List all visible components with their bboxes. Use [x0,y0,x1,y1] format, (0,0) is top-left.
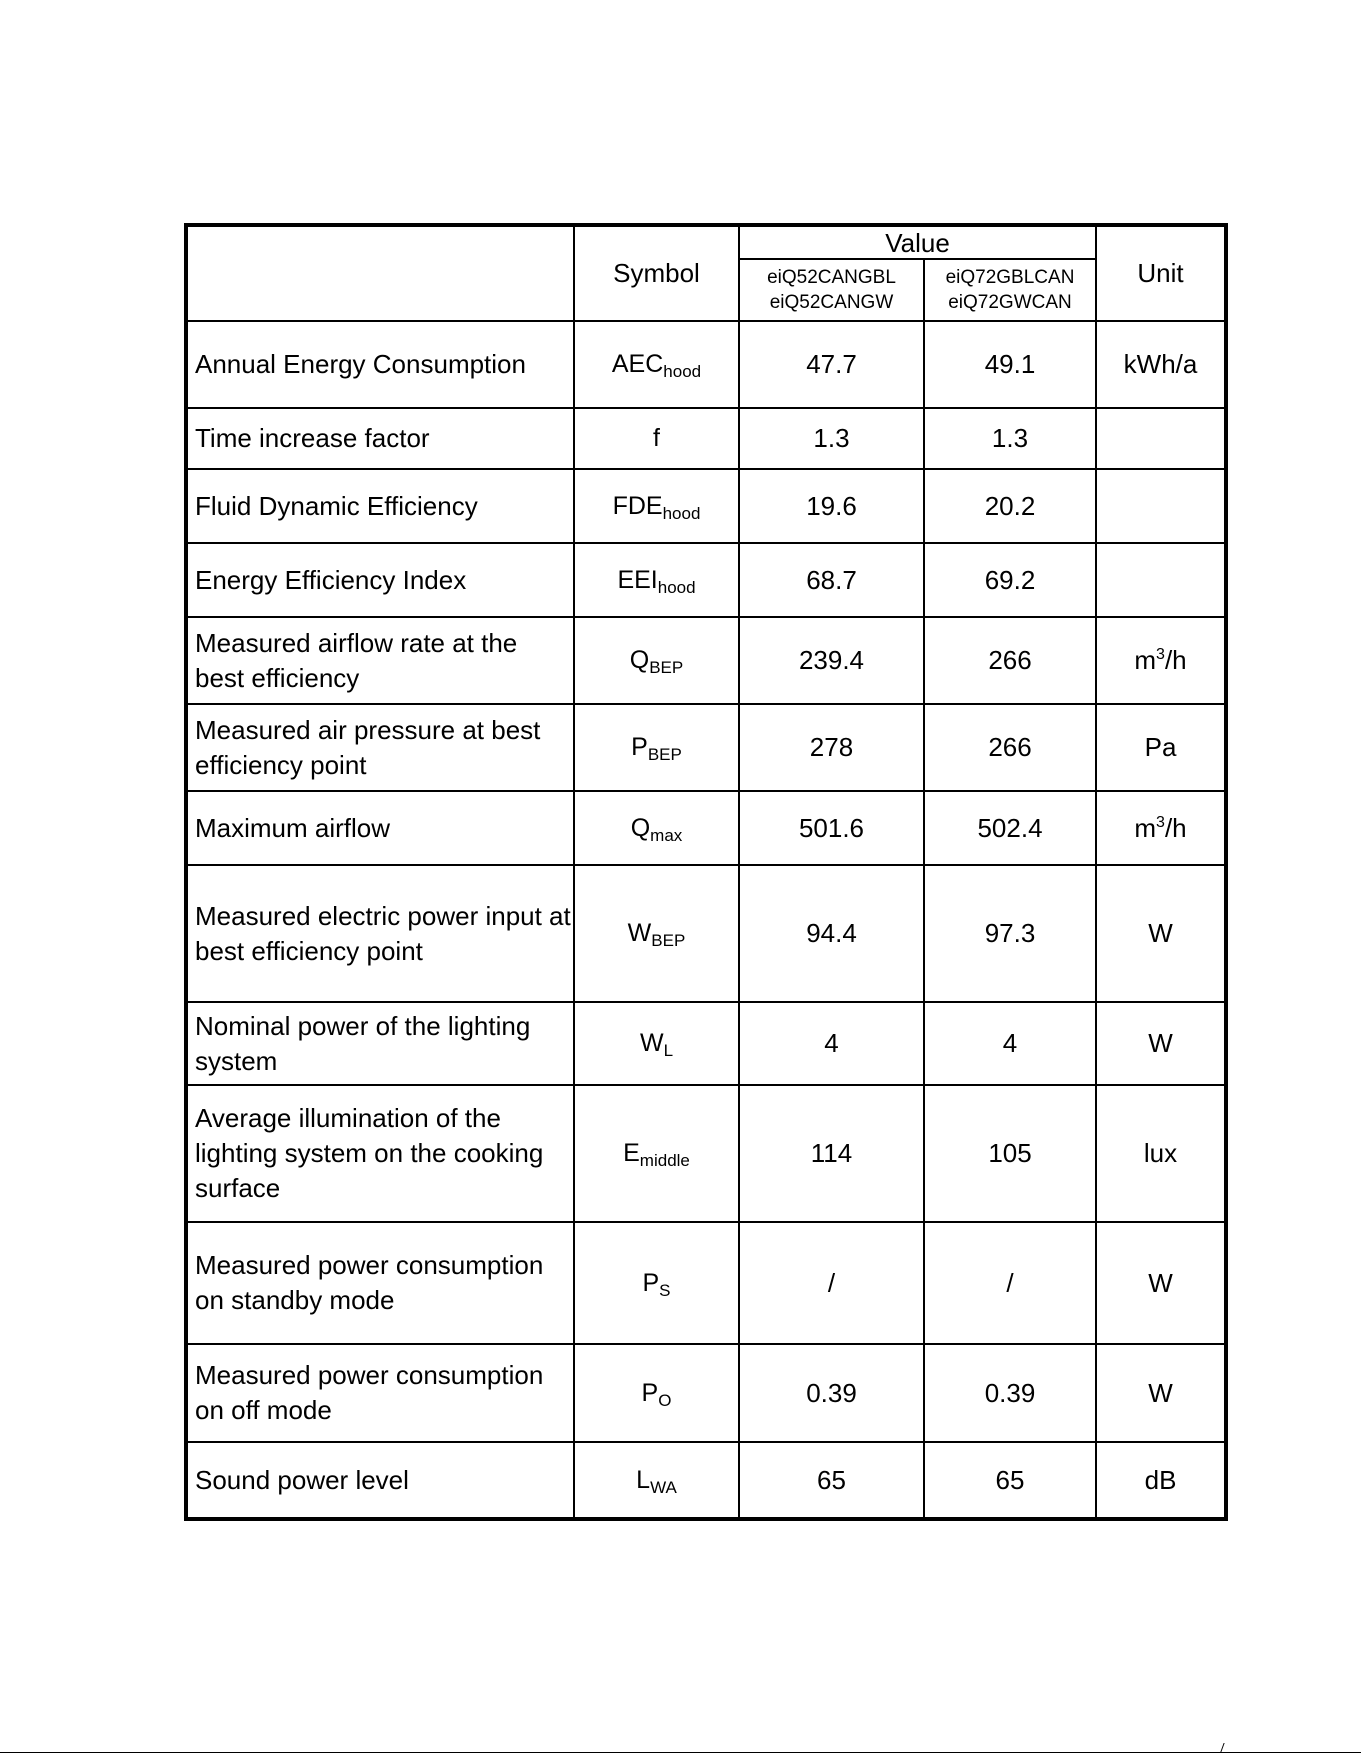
unit-superscript: 3 [1156,646,1165,663]
unit-main: Pa [1144,732,1177,762]
symbol-cell [574,865,739,1002]
parameter-cell: Measured air pressure at best efficiency point [186,704,574,791]
parameter-cell: Measured electric power input at best efficiency point [186,865,574,1002]
symbol-cell [574,543,739,617]
model-b-name-2: eiQ72GWCAN [948,292,1072,313]
table-row [186,1344,1226,1442]
parameter-cell: Measured power consumption on standby mode [186,1222,574,1344]
corner-tick-mark [1220,1743,1231,1752]
model-a-name-1: eiQ52CANGBL [767,267,896,288]
unit-cell [1096,1002,1226,1085]
model-a-name-2: eiQ52CANGW [769,292,894,313]
parameter-cell: Time increase factor [186,408,574,469]
value-model-a-cell: / [739,1222,924,1344]
value-model-a-cell: 114 [739,1085,924,1222]
parameter-cell: Maximum airflow [186,791,574,865]
unit-main: m [1134,645,1157,675]
parameter-cell: Measured power consumption on off mode [186,1344,574,1442]
unit-main: m [1134,812,1157,843]
symbol-main: P [631,733,648,761]
symbol-main: AEC [611,350,664,378]
symbol-cell [574,704,739,791]
unit-main: dB [1144,1464,1177,1495]
unit-cell [1096,704,1226,791]
value-model-b-cell: 69.2 [924,543,1096,617]
symbol-subscript: BEP [649,658,684,677]
symbol-cell [574,617,739,704]
symbol-main: EEI [617,565,658,594]
unit-cell [1096,1085,1226,1222]
symbol-cell [574,321,739,408]
symbol-cell [574,1002,739,1085]
unit-main: W [1148,918,1173,948]
unit-cell [1096,408,1226,469]
symbol-subscript: L [663,1041,674,1060]
table-row [186,1085,1226,1222]
symbol-subscript: max [650,825,683,845]
unit-main: W [1148,1028,1173,1058]
unit-cell [1096,865,1226,1002]
table-row [186,469,1226,543]
symbol-main: Q [630,813,651,842]
symbol-main: E [623,1139,640,1167]
symbol-subscript: hood [662,503,701,523]
symbol-main: Q [629,646,650,674]
unit-tail: /h [1164,645,1187,675]
model-b-name-1: eiQ72GBLCAN [945,267,1075,288]
symbol-subscript: middle [639,1151,690,1170]
table-row [186,1442,1226,1519]
symbol-cell [574,469,739,543]
value-model-a-cell: 239.4 [739,617,924,704]
parameter-cell: Average illumination of the lighting system on the cooking surface [186,1085,574,1222]
header-row-top [186,225,1226,259]
symbol-cell [574,1222,739,1344]
specification-table [184,223,1228,1521]
model-b-header [924,259,1096,321]
symbol-header: Symbol [574,225,739,321]
value-model-a-cell: 65 [739,1442,924,1519]
unit-main: W [1148,1267,1173,1298]
parameter-cell: Annual Energy Consumption [186,321,574,408]
unit-cell [1096,617,1226,704]
table-row [186,791,1226,865]
table-row [186,543,1226,617]
symbol-main: L [636,1465,651,1494]
unit-cell [1096,1442,1226,1519]
symbol-subscript: BEP [651,931,686,950]
value-model-a-cell: 278 [739,704,924,791]
unit-cell [1096,1344,1226,1442]
symbol-main: W [627,919,652,947]
value-model-a-cell: 68.7 [739,543,924,617]
symbol-cell [574,1085,739,1222]
symbol-main: FDE [612,491,663,520]
model-a-header [739,259,924,321]
unit-tail: /h [1164,812,1187,843]
symbol-cell [574,1442,739,1519]
symbol-main: P [641,1378,659,1407]
symbol-main: P [642,1268,660,1297]
value-header: Value [739,225,1096,259]
parameter-cell: Nominal power of the lighting system [186,1002,574,1085]
parameter-cell: Measured airflow rate at the best efficiency [186,617,574,704]
value-model-b-cell: 266 [924,617,1096,704]
value-model-b-cell: 1.3 [924,408,1096,469]
symbol-cell [574,791,739,865]
parameter-cell: Energy Efficiency Index [186,543,574,617]
value-model-b-cell: 49.1 [924,321,1096,408]
symbol-subscript: WA [650,1477,677,1497]
unit-cell [1096,543,1226,617]
symbol-subscript: O [658,1390,672,1410]
table-row [186,1222,1226,1344]
value-model-b-cell: 105 [924,1085,1096,1222]
value-model-b-cell: 266 [924,704,1096,791]
table-body [186,321,1226,1519]
symbol-subscript: S [659,1280,671,1300]
value-model-a-cell: 94.4 [739,865,924,1002]
symbol-subscript: hood [663,362,702,381]
value-model-b-cell: 97.3 [924,865,1096,1002]
value-model-a-cell: 47.7 [739,321,924,408]
value-model-a-cell: 501.6 [739,791,924,865]
value-model-b-cell: / [924,1222,1096,1344]
unit-cell [1096,469,1226,543]
page-bottom-rule [0,1752,1361,1753]
table-row [186,865,1226,1002]
value-model-a-cell: 0.39 [739,1344,924,1442]
symbol-main: f [653,424,660,452]
value-model-b-cell: 65 [924,1442,1096,1519]
symbol-cell [574,408,739,469]
value-model-b-cell: 502.4 [924,791,1096,865]
value-model-b-cell: 4 [924,1002,1096,1085]
value-model-a-cell: 4 [739,1002,924,1085]
unit-cell [1096,321,1226,408]
symbol-subscript: hood [657,577,696,597]
unit-header: Unit [1096,225,1226,321]
value-model-b-cell: 20.2 [924,469,1096,543]
parameter-cell: Fluid Dynamic Efficiency [186,469,574,543]
unit-cell [1096,791,1226,865]
symbol-subscript: BEP [647,745,682,764]
parameter-cell: Sound power level [186,1442,574,1519]
unit-superscript: 3 [1156,813,1165,831]
symbol-main: W [639,1029,664,1057]
parameter-header [186,225,574,321]
symbol-cell [574,1344,739,1442]
value-model-a-cell: 1.3 [739,408,924,469]
unit-main: lux [1143,1138,1178,1168]
unit-main: kWh/a [1123,349,1198,379]
unit-cell [1096,1222,1226,1344]
table-row [186,617,1226,704]
table-row [186,321,1226,408]
table-row [186,704,1226,791]
value-model-a-cell: 19.6 [739,469,924,543]
table-row [186,1002,1226,1085]
unit-main: W [1148,1377,1173,1408]
value-model-b-cell: 0.39 [924,1344,1096,1442]
table-row [186,408,1226,469]
